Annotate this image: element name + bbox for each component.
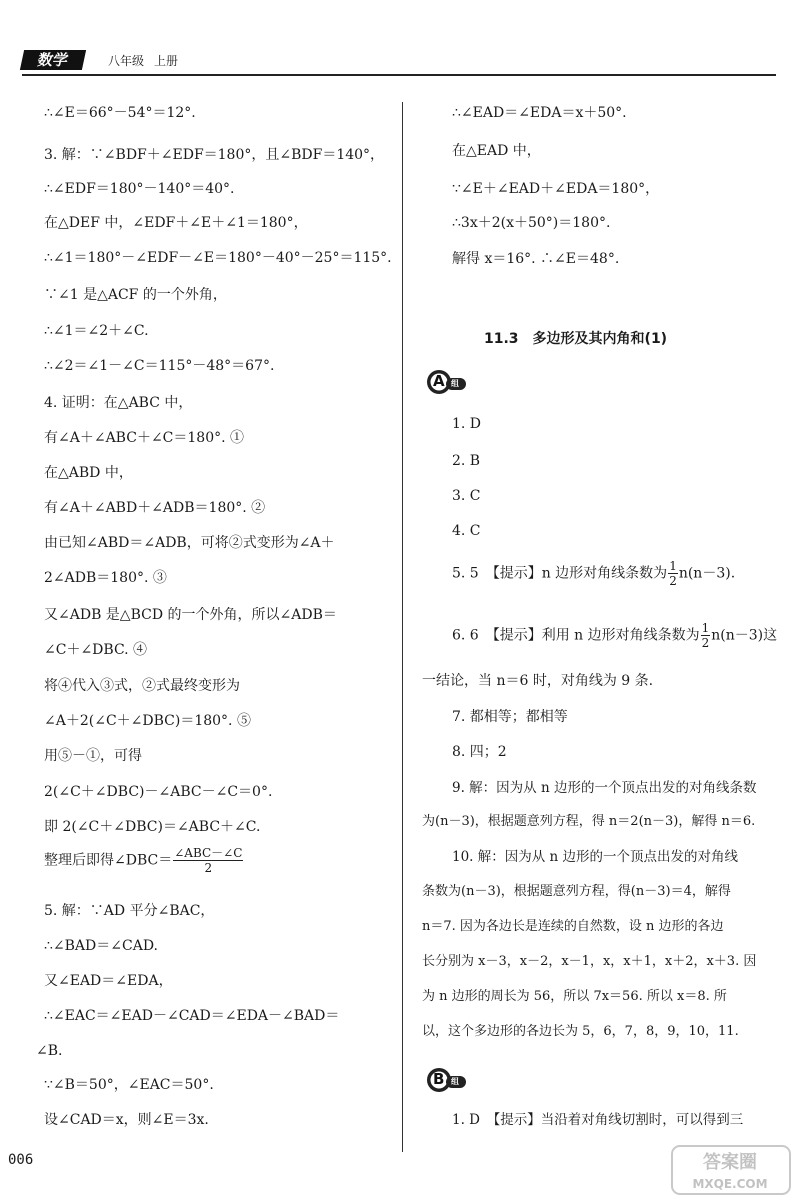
text-line: ∵∠1 是△ACF 的一个外角，: [44, 287, 227, 303]
watermark-logo-icon: [670, 1142, 794, 1198]
watermark-top-text: 答案圈: [703, 1152, 757, 1173]
group-a-badge-icon: [424, 368, 470, 398]
text-line: 3. 解：∵∠BDF＋∠EDF＝180°，且∠BDF＝140°，: [44, 147, 385, 163]
text-line: 4. 证明：在△ABC 中，: [44, 395, 193, 411]
page-header: [22, 44, 202, 74]
text-line: 5. 解：∵AD 平分∠BAC，: [44, 903, 215, 919]
text-line: 为 n 边形的周长为 56，所以 7x＝56. 所以 x＝8. 所: [422, 989, 727, 1004]
text-line: ∴∠1＝∠2＋∠C.: [44, 323, 149, 339]
text-line: ∠A＋2(∠C＋∠DBC)＝180°. ⑤: [44, 713, 251, 729]
text-line: 又∠EAD＝∠EDA，: [44, 973, 173, 989]
volume-label: 上册: [154, 54, 179, 68]
text-line: 在△DEF 中，∠EDF＋∠E＋∠1＝180°，: [44, 215, 308, 231]
fraction-denominator: 2: [204, 861, 213, 875]
text-line: 7. 都相等；都相等: [452, 709, 568, 725]
text-line: 用⑤－①，可得: [44, 748, 142, 764]
text-line: 以，这个多边形的各边长为 5，6，7，8，9，10，11.: [422, 1024, 739, 1039]
q6-fraction: [701, 621, 711, 650]
group-a-icon: [424, 368, 470, 398]
text-line: 为(n－3)，根据题意列方程，得 n＝2(n－3)，解得 n＝6.: [422, 814, 756, 829]
group-b-suffix: 组: [451, 1077, 459, 1086]
column-divider: [402, 102, 403, 1152]
q5-suffix: n(n－3).: [678, 565, 736, 582]
text-line: 设∠CAD＝x，则∠E＝3x.: [44, 1112, 209, 1128]
text-line: ∴∠EDF＝180°－140°＝40°.: [44, 181, 235, 197]
answer-line-q6: [452, 621, 777, 650]
q5-fraction: [668, 559, 678, 588]
answer-line: 1. D: [452, 416, 482, 432]
text-line: ∠B.: [36, 1043, 63, 1059]
text-line: ∠C＋∠DBC. ④: [44, 642, 148, 658]
fraction-prefix: 整理后即得∠DBC＝: [44, 852, 173, 869]
text-line: 又∠ADB 是△BCD 的一个外角，所以∠ADB＝: [44, 607, 337, 623]
q6-denominator: 2: [701, 636, 710, 650]
fraction: [173, 846, 243, 875]
text-line: 有∠A＋∠ABC＋∠C＝180°. ①: [44, 430, 245, 446]
q6-suffix: n(n－3)这: [711, 627, 778, 644]
text-line: 解得 x＝16°. ∴∠E＝48°.: [452, 251, 620, 267]
q5-numerator: 1: [669, 559, 677, 573]
text-line: 条数为(n－3)，根据题意列方程，得(n－3)＝4，解得: [422, 884, 731, 899]
answer-line: 2. B: [452, 453, 481, 469]
group-a-suffix: 组: [451, 379, 459, 388]
text-line: ∴∠EAD＝∠EDA＝x＋50°.: [452, 105, 627, 121]
text-line: 长分别为 x－3，x－2，x－1，x，x＋1，x＋2，x＋3. 因: [422, 954, 757, 969]
text-line: 由已知∠ABD＝∠ADB，可将②式变形为∠A＋: [44, 535, 335, 551]
text-line: ∴∠1＝180°－∠EDF－∠E＝180°－40°－25°＝115°.: [44, 250, 392, 266]
text-line: 8. 四；2: [452, 744, 507, 760]
grade-label: 八年级: [108, 54, 145, 68]
q5-denominator: 2: [669, 574, 677, 588]
page-number: 006: [8, 1152, 34, 1168]
text-line: 2∠ADB＝180°. ③: [44, 570, 167, 586]
group-a-letter: A: [433, 372, 445, 390]
text-line: 在△ABD 中，: [44, 465, 133, 481]
text-line: ∴∠2＝∠1－∠C＝115°－48°＝67°.: [44, 358, 275, 374]
header-rule: [22, 74, 776, 76]
fraction-numerator: ∠ABC－∠C: [174, 846, 243, 860]
text-line: ∵∠B＝50°，∠EAC＝50°.: [44, 1077, 214, 1093]
text-line: 在△EAD 中，: [452, 143, 541, 159]
text-line: 有∠A＋∠ABD＋∠ADB＝180°. ②: [44, 500, 266, 516]
text-line: n＝7. 因为各边长是连续的自然数，设 n 边形的各边: [422, 919, 724, 934]
answer-line: 3. C: [452, 488, 481, 504]
watermark: [670, 1142, 794, 1198]
text-line: 10. 解：因为从 n 边形的一个顶点出发的对角线: [452, 849, 739, 865]
q6-numerator: 1: [701, 621, 710, 635]
q5-prefix: 5. 5 【提示】n 边形对角线条数为: [452, 565, 668, 582]
answer-line: 1. D 【提示】当沿着对角线切割时，可以得到三: [452, 1112, 744, 1128]
text-line: 9. 解：因为从 n 边形的一个顶点出发的对角线条数: [452, 780, 757, 796]
watermark-bottom-text: MXQE.COM: [692, 1177, 768, 1191]
group-b-letter: B: [433, 1070, 445, 1088]
text-line: ∴∠E＝66°－54°＝12°.: [44, 105, 196, 121]
answer-line: 4. C: [452, 523, 481, 539]
text-line: ∴∠EAC＝∠EAD－∠CAD＝∠EDA－∠BAD＝: [44, 1008, 340, 1024]
text-line: 2(∠C＋∠DBC)－∠ABC－∠C＝0°.: [44, 784, 273, 800]
text-line: ∵∠E＋∠EAD＋∠EDA＝180°，: [452, 181, 660, 197]
answer-line-q5: [452, 559, 735, 588]
subject-badge: 数学: [20, 50, 86, 70]
group-b-icon: [424, 1066, 470, 1096]
group-b-badge-icon: [424, 1066, 470, 1096]
q6-prefix: 6. 6 【提示】利用 n 边形对角线条数为: [452, 627, 700, 644]
text-line: ∴∠BAD＝∠CAD.: [44, 938, 158, 954]
fraction-line: [44, 846, 244, 875]
text-line: ∴3x＋2(x＋50°)＝180°.: [452, 215, 611, 231]
text-line: 将④代入③式，②式最终变形为: [44, 678, 240, 694]
text-line: 即 2(∠C＋∠DBC)＝∠ABC＋∠C.: [44, 819, 261, 835]
section-title: 11.3 多边形及其内角和(1): [484, 331, 668, 347]
text-line: 一结论，当 n＝6 时，对角线为 9 条.: [422, 673, 654, 689]
